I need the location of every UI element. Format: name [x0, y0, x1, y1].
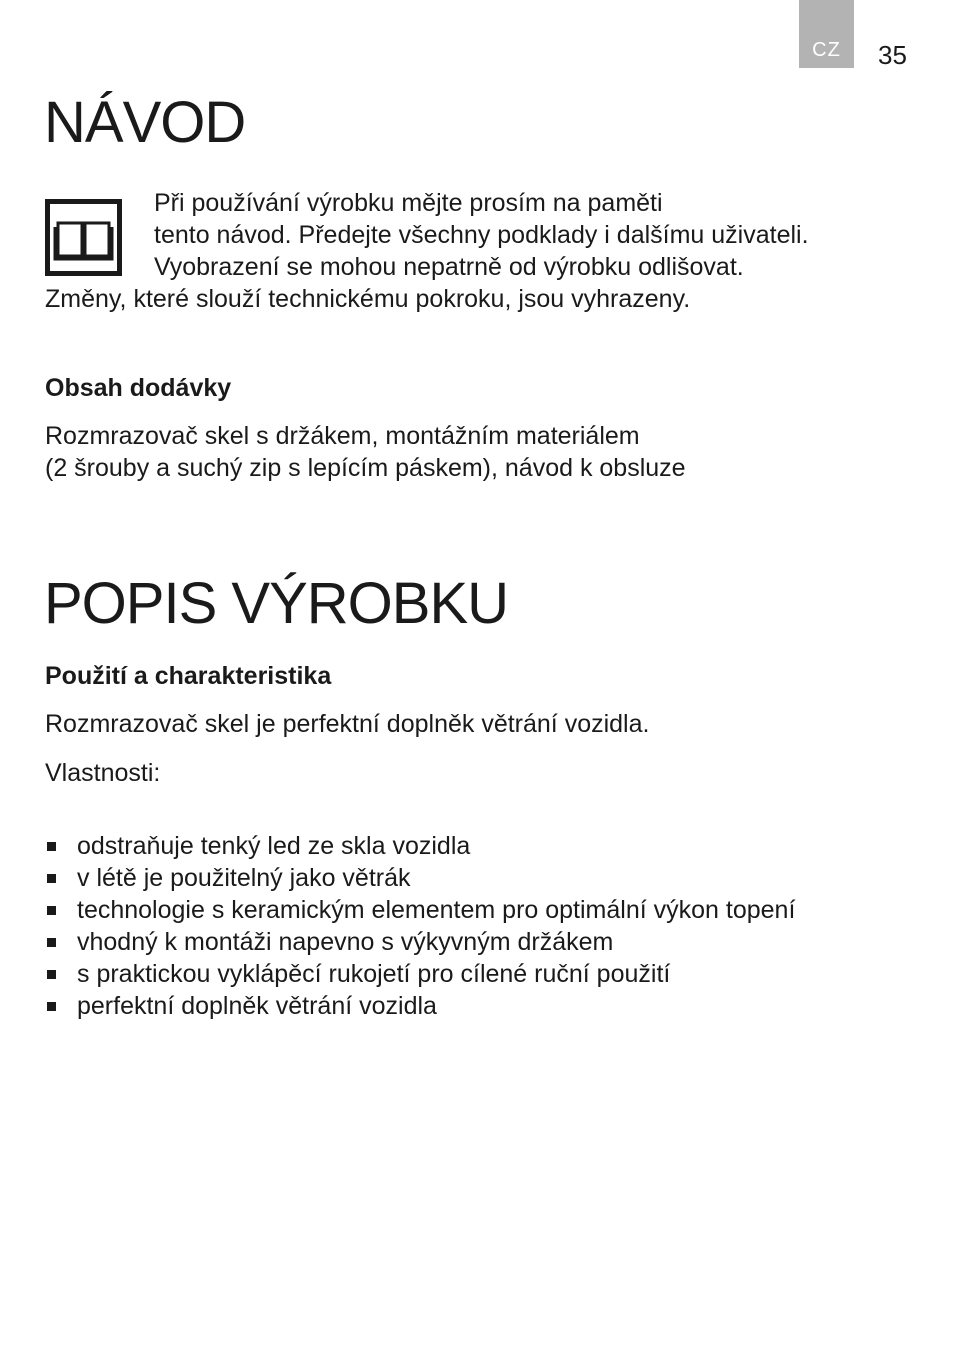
delivery-heading: Obsah dodávky	[45, 374, 232, 402]
feature-item	[45, 894, 877, 926]
features-list	[45, 830, 877, 1022]
feature-text: s praktickou vyklápěcí rukojetí pro cílené ruční použití	[77, 960, 671, 988]
intro-line: Změny, které slouží technickému pokroku, jsou vyhrazeny.	[45, 285, 691, 313]
page-number: 35	[878, 40, 907, 70]
manual-title: NÁVOD	[44, 90, 246, 155]
feature-text: vhodný k montáži napevno s výkyvným držákem	[77, 928, 614, 956]
intro-line: Vyobrazení se mohou nepatrně od výrobku odlišovat.	[154, 253, 744, 281]
bullet-icon	[47, 874, 56, 883]
feature-text: perfektní doplněk větrání vozidla	[77, 992, 437, 1020]
feature-text: odstraňuje tenký led ze skla vozidla	[77, 832, 471, 860]
feature-item	[45, 990, 877, 1022]
language-tab: CZ	[799, 0, 854, 68]
product-title: POPIS VÝROBKU	[44, 571, 509, 636]
features-label: Vlastnosti:	[45, 759, 161, 787]
feature-item	[45, 830, 877, 862]
intro-line: Při používání výrobku mějte prosím na paměti	[154, 189, 663, 217]
bullet-icon	[47, 906, 56, 915]
feature-item	[45, 862, 877, 894]
feature-item	[45, 958, 877, 990]
open-book-icon	[45, 199, 122, 276]
bullet-icon	[47, 1002, 56, 1011]
intro-line: tento návod. Předejte všechny podklady i dalšímu uživateli.	[154, 221, 809, 249]
bullet-icon	[47, 970, 56, 979]
usage-text: Rozmrazovač skel je perfektní doplněk větrání vozidla.	[45, 710, 650, 738]
usage-heading: Použití a charakteristika	[45, 662, 332, 690]
feature-text: v létě je použitelný jako větrák	[77, 864, 411, 892]
delivery-text-line: (2 šrouby a suchý zip s lepícím páskem), návod k obsluze	[45, 454, 686, 482]
feature-item	[45, 926, 877, 958]
feature-text: technologie s keramickým elementem pro optimální výkon topení	[77, 896, 796, 924]
bullet-icon	[47, 938, 56, 947]
delivery-text-line: Rozmrazovač skel s držákem, montážním materiálem	[45, 422, 640, 450]
bullet-icon	[47, 842, 56, 851]
